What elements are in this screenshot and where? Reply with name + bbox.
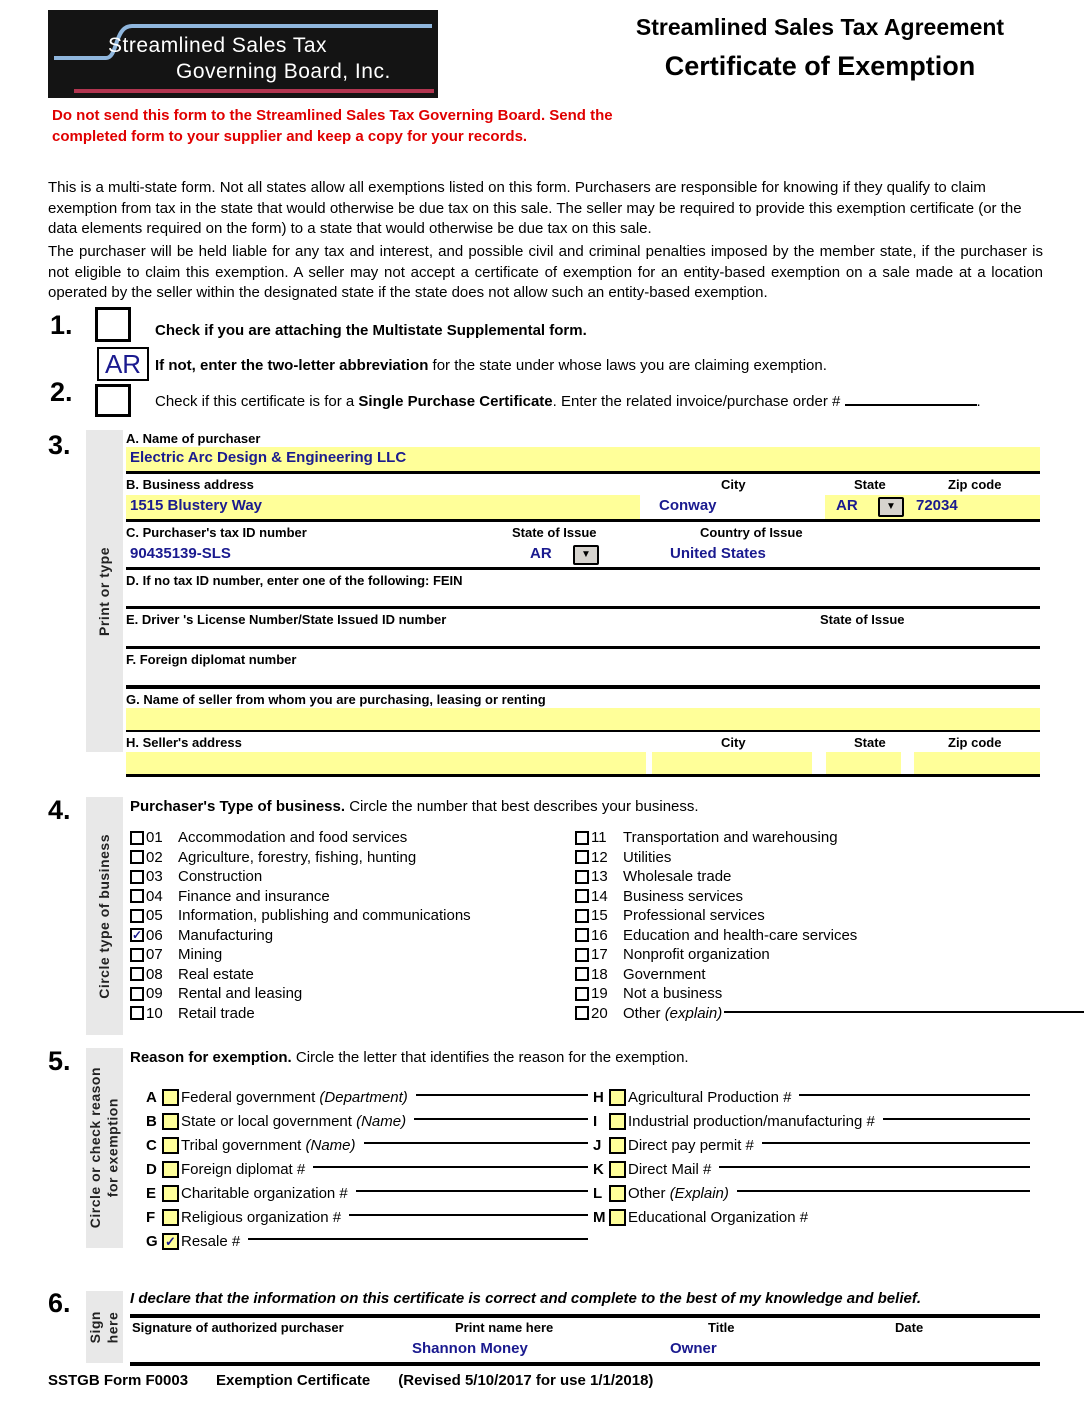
- reason-value-line[interactable]: [313, 1166, 588, 1168]
- business-type-number: 04: [146, 887, 163, 905]
- reason-letter: K: [593, 1160, 604, 1178]
- business-type-label: Construction: [178, 868, 263, 886]
- reason-checkbox[interactable]: [609, 1161, 626, 1178]
- reason-checkbox[interactable]: [162, 1137, 179, 1154]
- reason-letter: A: [146, 1088, 157, 1106]
- business-type-row: [575, 867, 1088, 887]
- business-type-row: [575, 965, 1088, 985]
- reason-label: Federal government (Department): [181, 1088, 408, 1106]
- business-type-row: [575, 887, 1088, 907]
- reason-letter: C: [146, 1136, 157, 1154]
- single-purchase-checkbox[interactable]: [95, 384, 131, 417]
- business-type-row: [130, 945, 575, 965]
- business-type-checkbox[interactable]: [575, 850, 589, 864]
- business-type-row: [130, 926, 575, 946]
- reason-value-line[interactable]: [416, 1094, 588, 1096]
- multistate-supplemental-label: Check if you are attaching the Multistate Supplemental form.: [155, 322, 587, 339]
- reason-label: Religious organization #: [181, 1208, 342, 1226]
- section-2-number: 2.: [50, 377, 73, 407]
- intro-paragraph-2: The purchaser will be held liable for any tax and interest, and possible civil and criminal penalties imposed by the member state, if the purchaser is not eligible to claim this exemption. A seller may not accept a certificate of exemption for an entity-based exemption on a sale made at a location operated by the seller within the designated state if the state does not allow such an entity-based exemption.: [48, 243, 1043, 302]
- business-type-number: 05: [146, 907, 163, 925]
- country-of-issue-label: Country of Issue: [700, 525, 803, 540]
- reason-row: [593, 1157, 1036, 1181]
- reason-letter: L: [593, 1184, 603, 1202]
- business-type-number: 12: [591, 848, 608, 866]
- reason-label: Other (Explain): [628, 1184, 729, 1202]
- reason-value-line[interactable]: [349, 1214, 588, 1216]
- reason-checkbox[interactable]: [162, 1185, 179, 1202]
- divider: [126, 774, 1040, 777]
- reason-value-line[interactable]: [719, 1166, 1030, 1168]
- business-state-dropdown[interactable]: ▼: [878, 497, 904, 517]
- reason-label: Direct pay permit #: [628, 1136, 754, 1154]
- business-type-label: Mining: [178, 946, 223, 964]
- business-type-number: 16: [591, 926, 608, 944]
- business-type-label: Education and health-care services: [623, 926, 858, 944]
- form-revision: (Revised 5/10/2017 for use 1/1/2018): [398, 1372, 654, 1389]
- business-type-label: Professional services: [623, 907, 765, 925]
- business-type-checkbox[interactable]: [575, 948, 589, 962]
- business-type-checkbox[interactable]: [130, 889, 144, 903]
- signature-grid: [130, 1314, 1040, 1366]
- business-type-checkbox[interactable]: [130, 987, 144, 1001]
- reason-checkbox[interactable]: [609, 1209, 626, 1226]
- reason-row: [593, 1085, 1036, 1109]
- state-abbreviation-input[interactable]: AR: [97, 347, 149, 381]
- business-type-checkbox[interactable]: [130, 967, 144, 981]
- date-column-label: Date: [895, 1320, 924, 1335]
- reason-row: [146, 1085, 594, 1109]
- business-type-row: [575, 945, 1088, 965]
- reason-checkbox[interactable]: [609, 1137, 626, 1154]
- business-type-number: 11: [591, 829, 607, 847]
- reason-checkbox[interactable]: [162, 1113, 179, 1130]
- form-title: Streamlined Sales Tax Agreement: [635, 14, 1005, 40]
- reason-label-italic: (Department): [319, 1088, 408, 1106]
- reason-label-italic: (Explain): [669, 1184, 729, 1202]
- business-type-checkbox[interactable]: [130, 909, 144, 923]
- intro-paragraph-1: This is a multi-state form. Not all states allow all exemptions listed on this form. Purchasers are responsible for knowing if they qualify to claim exemption from tax in the state that would otherwise be due tax on this sale. The seller may be required to provide this exemption certificate (or the data elements required on the form) to a state that would otherwise be due tax on this sale.: [48, 179, 1022, 238]
- tax-id-state-input[interactable]: AR: [530, 545, 552, 562]
- business-type-number: 01: [146, 829, 163, 847]
- reason-value-line[interactable]: [883, 1118, 1030, 1120]
- tax-id-input[interactable]: 90435139-SLS: [130, 545, 231, 562]
- state-of-issue-label: State of Issue: [512, 525, 597, 540]
- seller-zip-label: Zip code: [948, 735, 1002, 750]
- fein-input[interactable]: [126, 589, 1040, 606]
- business-type-row: [130, 828, 575, 848]
- business-type-checkbox[interactable]: [130, 928, 144, 942]
- circle-reason-sidebar: Circle or check reason for exemption: [86, 1048, 123, 1248]
- reason-checkbox[interactable]: [609, 1089, 626, 1106]
- divider: [130, 1362, 1040, 1366]
- business-type-checkbox[interactable]: [130, 1006, 144, 1020]
- business-type-label: Business services: [623, 887, 744, 905]
- business-type-checkbox[interactable]: [575, 1006, 589, 1020]
- section-5-number: 5.: [48, 1046, 71, 1076]
- signature-column-label: Signature of authorized purchaser: [132, 1320, 344, 1335]
- business-type-columns: [130, 828, 1088, 1023]
- business-type-left-column: [130, 828, 575, 1023]
- declaration-text: I declare that the information on this certificate is correct and complete to the best of my knowledge and belief.: [130, 1290, 921, 1307]
- reason-checkbox[interactable]: [162, 1209, 179, 1226]
- state-abbreviation-label: If not, enter the two-letter abbreviation for the state under whose laws you are claiming exemption.: [155, 357, 827, 374]
- reason-letter: D: [146, 1160, 157, 1178]
- foreign-diplomat-label: F. Foreign diplomat number: [126, 652, 297, 667]
- business-type-label: Finance and insurance: [178, 887, 330, 905]
- business-type-checkbox[interactable]: [575, 928, 589, 942]
- business-type-checkbox[interactable]: [575, 967, 589, 981]
- reason-checkbox[interactable]: [609, 1185, 626, 1202]
- reason-letter: E: [146, 1184, 157, 1202]
- business-address-label: B. Business address: [126, 477, 254, 492]
- business-type-checkbox[interactable]: [575, 909, 589, 923]
- reason-left-column: [146, 1085, 594, 1253]
- section-3-purchaser-info: [48, 428, 1040, 756]
- business-state-input[interactable]: AR: [836, 497, 858, 514]
- seller-name-label: G. Name of seller from whom you are purchasing, leasing or renting: [126, 692, 546, 707]
- seller-state-label: State: [854, 735, 886, 750]
- reason-label-italic: (Name): [356, 1112, 407, 1130]
- business-type-number: 03: [146, 868, 163, 886]
- reason-letter: H: [593, 1088, 604, 1106]
- form-subtitle: Certificate of Exemption: [664, 51, 976, 81]
- business-address-input[interactable]: 1515 Blustery Way: [130, 497, 263, 514]
- business-type-label: Other (explain): [623, 1004, 723, 1022]
- type-of-business-heading: Purchaser's Type of business. Circle the number that best describes your business.: [130, 798, 699, 815]
- reason-label-italic: (Name): [305, 1136, 356, 1154]
- purchaser-info-grid: [126, 428, 1040, 777]
- reason-row: [593, 1181, 1036, 1205]
- reason-label: Direct Mail #: [628, 1160, 712, 1178]
- reason-value-line[interactable]: [762, 1142, 1030, 1144]
- business-type-label: Retail trade: [178, 1004, 255, 1022]
- reason-row: [146, 1109, 594, 1133]
- sst-governing-board-logo: [48, 10, 438, 98]
- business-type-checkbox[interactable]: [130, 850, 144, 864]
- other-explain-line[interactable]: [724, 1011, 1084, 1013]
- business-type-row: [130, 867, 575, 887]
- section-4-type-of-business: [48, 792, 1040, 1040]
- business-type-number: 07: [146, 946, 163, 964]
- business-type-number: 02: [146, 848, 163, 866]
- do-not-send-warning: Do not send this form to the Streamlined Sales Tax Governing Board. Send the completed form to your supplier and keep a copy for your records.: [52, 107, 613, 145]
- business-type-checkbox[interactable]: [575, 831, 589, 845]
- no-tax-id-label: D. If no tax ID number, enter one of the following: FEIN: [126, 573, 463, 588]
- reason-label: State or local government (Name): [181, 1112, 407, 1130]
- reason-letter: I: [593, 1112, 598, 1130]
- invoice-number-input[interactable]: [845, 392, 977, 406]
- business-type-checkbox[interactable]: [575, 987, 589, 1001]
- reason-value-line[interactable]: [248, 1238, 588, 1240]
- logo-text-line2: Governing Board, Inc.: [176, 60, 391, 83]
- name-of-purchaser-label: A. Name of purchaser: [126, 431, 261, 446]
- seller-address-label: H. Seller's address: [126, 735, 242, 750]
- reason-row: [593, 1109, 1036, 1133]
- business-type-number: 08: [146, 965, 163, 983]
- reason-right-column: [593, 1085, 1036, 1229]
- business-type-row: [130, 887, 575, 907]
- reason-letter: M: [593, 1208, 606, 1226]
- business-type-right-column: [575, 828, 1088, 1023]
- title-input[interactable]: Owner: [670, 1340, 717, 1357]
- name-of-purchaser-input[interactable]: Electric Arc Design & Engineering LLC: [130, 449, 407, 466]
- reason-letter: B: [146, 1112, 157, 1130]
- business-type-row: [130, 906, 575, 926]
- business-type-checkbox[interactable]: [575, 870, 589, 884]
- section-6-signature: [48, 1288, 1040, 1368]
- business-type-label: Real estate: [178, 965, 254, 983]
- reason-row: [146, 1205, 594, 1229]
- business-type-row: [575, 848, 1088, 868]
- tax-id-state-dropdown[interactable]: ▼: [573, 545, 599, 565]
- business-type-label: Nonprofit organization: [623, 946, 770, 964]
- reason-letter: J: [593, 1136, 602, 1154]
- reason-for-exemption-heading: Reason for exemption. Circle the letter that identifies the reason for the exemption.: [130, 1049, 689, 1066]
- reason-label: Tribal government (Name): [181, 1136, 356, 1154]
- business-type-row: [575, 984, 1088, 1004]
- business-type-checkbox[interactable]: [575, 889, 589, 903]
- business-type-number: 17: [591, 946, 608, 964]
- reason-label: Educational Organization #: [628, 1208, 809, 1226]
- country-of-issue-input[interactable]: United States: [670, 545, 766, 562]
- business-type-number: 10: [146, 1004, 163, 1022]
- print-name-input[interactable]: Shannon Money: [412, 1340, 528, 1357]
- business-type-number: 06: [146, 926, 163, 944]
- reason-checkbox[interactable]: [162, 1161, 179, 1178]
- business-type-label: Accommodation and food services: [178, 829, 408, 847]
- reason-row: [146, 1133, 594, 1157]
- business-type-number: 20: [591, 1004, 608, 1022]
- reason-label: Resale #: [181, 1232, 241, 1250]
- business-type-number: 18: [591, 965, 608, 983]
- reason-row: [146, 1181, 594, 1205]
- print-or-type-sidebar: Print or type: [86, 430, 123, 752]
- reason-row: [146, 1157, 594, 1181]
- reason-row: [146, 1229, 594, 1253]
- reason-row: [593, 1205, 1036, 1229]
- section-1-number: 1.: [50, 310, 73, 340]
- reason-checkbox[interactable]: [609, 1113, 626, 1130]
- business-type-row: [575, 926, 1088, 946]
- reason-label: Charitable organization #: [181, 1184, 348, 1202]
- reason-label: Industrial production/manufacturing #: [628, 1112, 875, 1130]
- form-footer: [48, 1372, 681, 1389]
- form-title-block: [600, 14, 1040, 82]
- business-type-label: Wholesale trade: [623, 868, 732, 886]
- logo-text-line1: Streamlined Sales Tax: [108, 34, 328, 57]
- drivers-license-input[interactable]: [126, 629, 1040, 646]
- reason-value-line[interactable]: [799, 1094, 1030, 1096]
- business-type-label: Information, publishing and communications: [178, 907, 471, 925]
- business-zip-input[interactable]: 72034: [916, 497, 958, 514]
- title-column-label: Title: [708, 1320, 735, 1335]
- reason-value-line[interactable]: [356, 1190, 588, 1192]
- business-type-row: [130, 1004, 575, 1024]
- section-3-number: 3.: [48, 430, 71, 460]
- foreign-diplomat-input[interactable]: [126, 668, 1040, 685]
- single-purchase-label: Check if this certificate is for a Single Purchase Certificate. Enter the related invoice/purchase order # .: [155, 393, 981, 410]
- business-type-label: Utilities: [623, 848, 672, 866]
- sign-here-sidebar: Sign here: [86, 1291, 123, 1363]
- form-name: Exemption Certificate: [216, 1372, 371, 1389]
- business-type-number: 09: [146, 985, 163, 1003]
- business-type-row: [575, 1004, 1088, 1024]
- reason-label: Foreign diplomat #: [181, 1160, 306, 1178]
- reason-value-line[interactable]: [414, 1118, 588, 1120]
- reason-checkbox[interactable]: [162, 1089, 179, 1106]
- form-id: SSTGB Form F0003: [48, 1372, 189, 1389]
- business-type-label: Rental and leasing: [178, 985, 303, 1003]
- business-type-row: [575, 828, 1088, 848]
- seller-city-label: City: [721, 735, 746, 750]
- business-type-number: 15: [591, 907, 608, 925]
- city-label: City: [721, 477, 746, 492]
- business-city-input[interactable]: Conway: [659, 497, 717, 514]
- business-type-label: Agriculture, forestry, fishing, hunting: [178, 848, 417, 866]
- state-label: State: [854, 477, 886, 492]
- business-type-checkbox[interactable]: [130, 870, 144, 884]
- multistate-supplemental-checkbox[interactable]: [95, 307, 131, 342]
- business-type-label: Government: [623, 965, 706, 983]
- business-type-label: Transportation and warehousing: [623, 829, 838, 847]
- section-4-number: 4.: [48, 795, 71, 825]
- business-type-row: [130, 965, 575, 985]
- business-type-number: 13: [591, 868, 608, 886]
- business-type-number: 19: [591, 985, 608, 1003]
- business-type-label-italic: (explain): [664, 1004, 723, 1022]
- section-6-number: 6.: [48, 1288, 71, 1318]
- business-type-number: 14: [591, 887, 608, 905]
- business-type-row: [575, 906, 1088, 926]
- circle-type-of-business-sidebar: Circle type of business: [86, 797, 123, 1035]
- print-name-column-label: Print name here: [455, 1320, 554, 1335]
- zip-label: Zip code: [948, 477, 1002, 492]
- reason-letter: G: [146, 1232, 158, 1250]
- business-type-checkbox[interactable]: [130, 831, 144, 845]
- reason-value-line[interactable]: [364, 1142, 588, 1144]
- reason-value-line[interactable]: [737, 1190, 1030, 1192]
- business-type-label: Not a business: [623, 985, 723, 1003]
- reason-letter: F: [146, 1208, 156, 1226]
- reason-checkbox[interactable]: [162, 1233, 179, 1250]
- business-type-row: [130, 984, 575, 1004]
- business-type-label: Manufacturing: [178, 926, 274, 944]
- tax-id-label: C. Purchaser's tax ID number: [126, 525, 307, 540]
- drivers-license-state-label: State of Issue: [820, 612, 905, 627]
- business-type-checkbox[interactable]: [130, 948, 144, 962]
- reason-row: [593, 1133, 1036, 1157]
- reason-label: Agricultural Production #: [628, 1088, 792, 1106]
- drivers-license-label: E. Driver 's License Number/State Issued ID number: [126, 612, 447, 627]
- section-5-reason-for-exemption: [48, 1043, 1040, 1273]
- business-type-row: [130, 848, 575, 868]
